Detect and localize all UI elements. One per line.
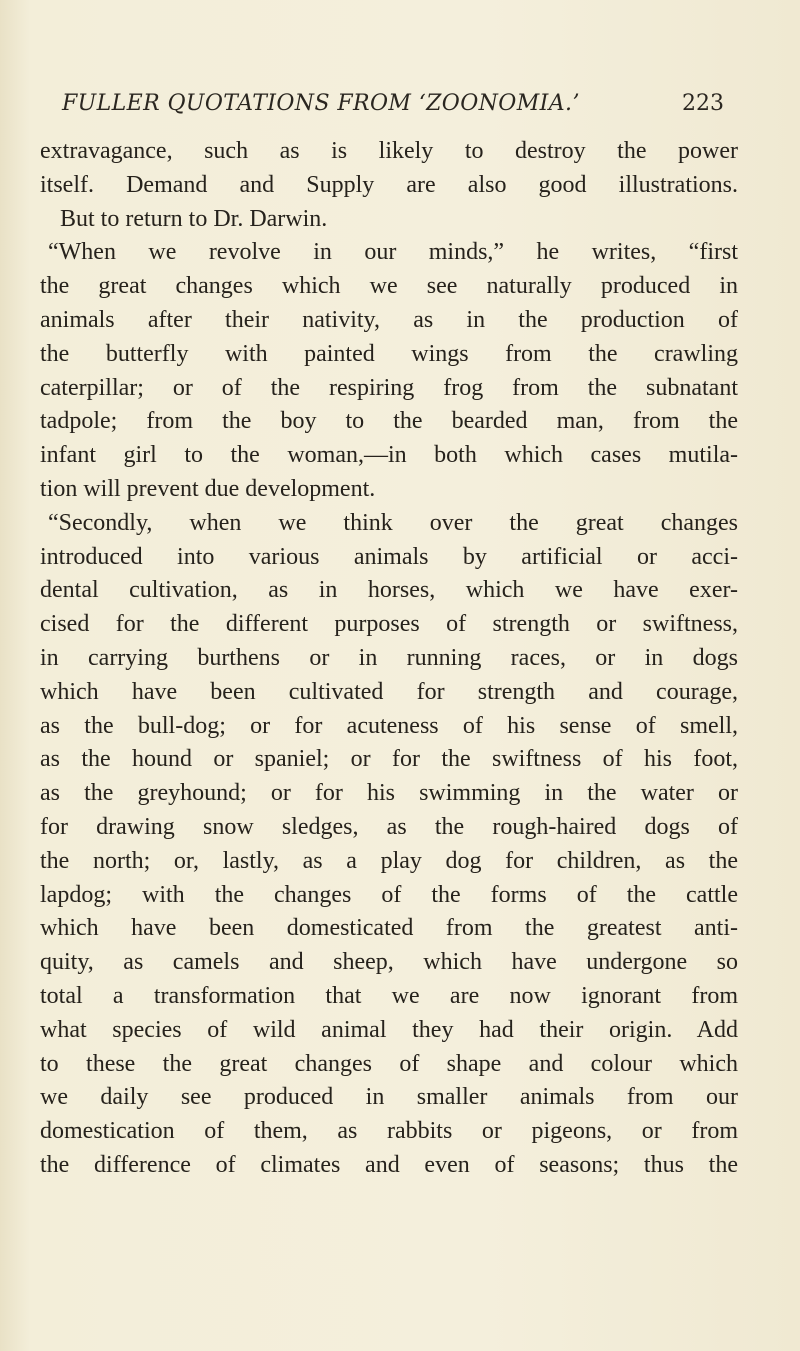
text-line: to these the great changes of shape and colour which	[40, 1050, 738, 1077]
running-head: FULLER QUOTATIONS FROM ‘ZOONOMIA.’	[62, 91, 580, 116]
text-line: dental cultivation, as in horses, which we have exer-	[40, 577, 738, 604]
text-line: we daily see produced in smaller animals from our	[40, 1084, 738, 1111]
text-line: the butterfly with painted wings from the crawling	[40, 340, 738, 367]
text-line: as the greyhound; or for his swimming in the water or	[40, 780, 738, 807]
text-line: animals after their nativity, as in the production of	[40, 306, 738, 333]
text-line: “When we revolve in our minds,” he writes, “first	[48, 239, 738, 266]
text-line: for drawing snow sledges, as the rough-haired dogs of	[40, 813, 738, 840]
page-header	[0, 91, 800, 123]
text-line: domestication of them, as rabbits or pigeons, or from	[40, 1118, 738, 1145]
text-line: tion will prevent due development.	[40, 475, 376, 502]
text-line: in carrying burthens or in running races, or in dogs	[40, 644, 738, 671]
text-line: which have been cultivated for strength and courage,	[40, 678, 738, 705]
text-line: But to return to Dr. Darwin.	[60, 205, 328, 232]
text-line: lapdog; with the changes of the forms of the cattle	[40, 881, 738, 908]
text-line: the great changes which we see naturally produced in	[40, 273, 738, 300]
text-line: the north; or, lastly, as a play dog for children, as the	[40, 847, 738, 874]
text-line: infant girl to the woman,—in both which cases mutila-	[40, 442, 738, 469]
text-line: what species of wild animal they had their origin. Add	[40, 1016, 738, 1043]
text-line: total a transformation that we are now ignorant from	[40, 982, 738, 1009]
text-line: as the bull-dog; or for acuteness of his sense of smell,	[40, 712, 738, 739]
text-line: introduced into various animals by artificial or acci-	[40, 543, 738, 570]
text-line: itself. Demand and Supply are also good illustrations.	[40, 171, 738, 198]
text-line: “Secondly, when we think over the great changes	[48, 509, 738, 536]
text-line: extravagance, such as is likely to destroy the power	[40, 138, 738, 164]
page-number: 223	[682, 91, 724, 116]
text-line: cised for the different purposes of strength or swiftness,	[40, 611, 738, 638]
text-line: quity, as camels and sheep, which have undergone so	[40, 949, 738, 976]
text-line: which have been domesticated from the greatest anti-	[40, 915, 738, 942]
text-line: the difference of climates and even of seasons; thus the	[40, 1151, 738, 1178]
text-line: tadpole; from the boy to the bearded man, from the	[40, 408, 738, 435]
text-line: as the hound or spaniel; or for the swiftness of his foot,	[40, 746, 738, 773]
body-text	[40, 135, 738, 1183]
text-line: caterpillar; or of the respiring frog from the subnatant	[40, 374, 738, 401]
